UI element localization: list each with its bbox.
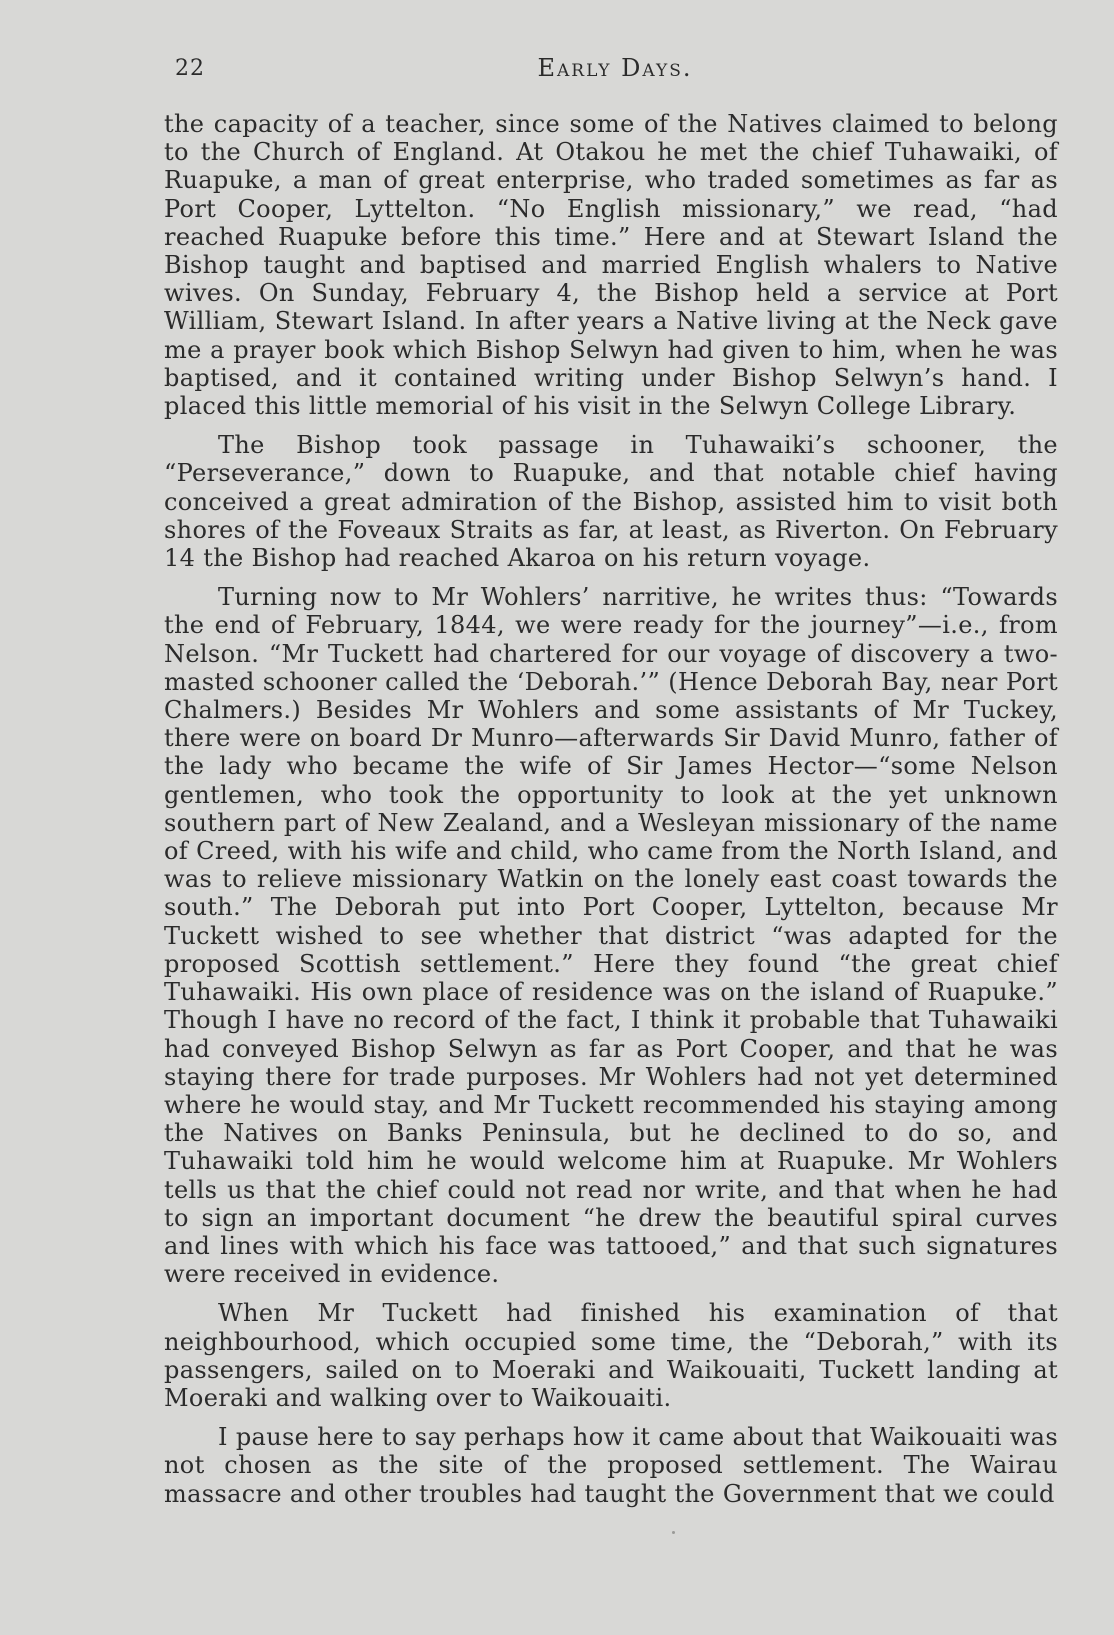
running-title: Early Days. [537,54,693,82]
paragraph-2: The Bishop took passage in Tuhawaiki’s schooner, the “Perseverance,” down to Ruapuke, and that notable chief having conceived a great admiration of the Bishop, assisted him to visit both shores of the Foveaux Straits as far, at least, as Riverton. On February 14 the Bishop had reached Akaroa on his return voyage. [164,431,1058,573]
paragraph-3: Turning now to Mr Wohlers’ narritive, he writes thus: “Towards the end of February, 1844, we were ready for the journey”—i.e., from Nelson. “Mr Tuckett had chartered for our voyage of discovery a two-masted schooner called the ‘Deborah.’” (Hence Deborah Bay, near Port Chalmers.) Besides Mr Wohlers and some assistants of Mr Tuckey, there were on board Dr Munro—afterwards Sir David Munro, father of the lady who became the wife of Sir James Hector—“some Nelson gentlemen, who took the opportunity to look at the yet unknown southern part of New Zealand, and a Wesleyan missionary of the name of Creed, with his wife and child, who came from the North Island, and was to relieve missionary Watkin on the lonely east coast towards the south.” The Deborah put into Port Cooper, Lyttelton, because Mr Tuckett wished to see whether that district “was adapted for the proposed Scottish settlement.” Here they found “the great chief Tuhawaiki. His own place of residence was on the island of Ruapuke.” Though I have no record of the fact, I think it probable that Tuhawaiki had conveyed Bishop Selwyn as far as Port Cooper, and that he was staying there for trade purposes. Mr Wohlers had not yet determined where he would stay, and Mr Tuckett recommended his staying among the Natives on Banks Peninsula, but he declined to do so, and Tuhawaiki told him he would welcome him at Ruapuke. Mr Wohlers tells us that the chief could not read nor write, and that when he had to sign an important document “he drew the beautiful spiral curves and lines with which his face was tattooed,” and that such signatures were received in evidence. [164,583,1058,1289]
running-head [175,52,1055,86]
print-speck [672,1531,675,1534]
paragraph-4: When Mr Tuckett had finished his examination of that neighbourhood, which occupied some time, the “Deborah,” with its passengers, sailed on to Moeraki and Waikouaiti, Tuckett landing at Moeraki and walking over to Waikouaiti. [164,1299,1058,1412]
paragraph-1: the capacity of a teacher, since some of the Natives claimed to belong to the Church of England. At Otakou he met the chief Tuhawaiki, of Ruapuke, a man of great enterprise, who traded sometimes as far as Port Cooper, Lyttelton. “No English missionary,” we read, “had reached Ruapuke before this time.” Here and at Stewart Island the Bishop taught and baptised and married English whalers to Native wives. On Sunday, February 4, the Bishop held a service at Port William, Stewart Island. In after years a Native living at the Neck gave me a prayer book which Bishop Selwyn had given to him, when he was baptised, and it contained writing under Bishop Selwyn’s hand. I placed this little memorial of his visit in the Selwyn College Library. [164,110,1058,421]
body-text [164,110,1058,1519]
page-number: 22 [175,56,205,81]
paragraph-5: I pause here to say perhaps how it came about that Waikouaiti was not chosen as the site of the proposed settlement. The Wairau massacre and other troubles had taught the Government that we could [164,1423,1058,1508]
